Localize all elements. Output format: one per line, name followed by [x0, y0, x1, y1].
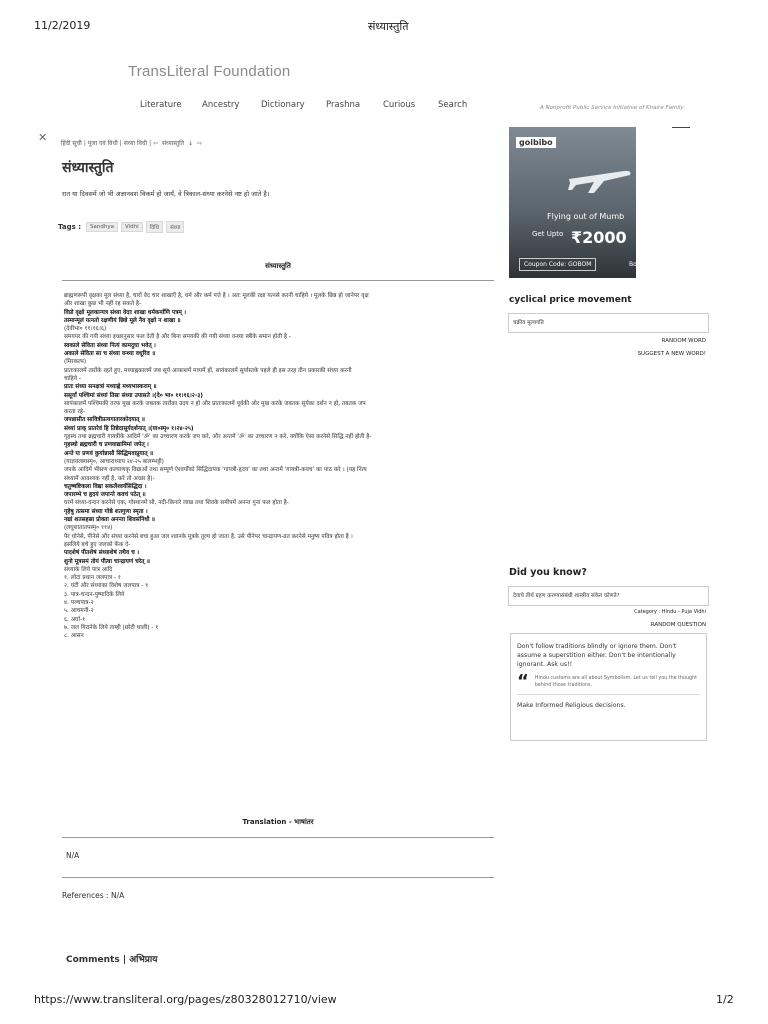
body-line: २. घंटी और संध्याका विशेष जलपात्र - १: [64, 583, 149, 590]
body-line: पैर धोनेसे, पीनेसे और संध्या करनेसे बचा हुआ जल श्वानके मूत्रके तुल्य हो जाता है, उसे पीनेपर चान्द्रायण-व्रत करनेसे मनुष्य पवित्र होता है ।: [64, 533, 353, 540]
body-line: गृहस्थ तथा ब्रह्मचारी गायत्रीके आदिमें 'ॐ' का उच्चारण करके जप करे, और अन्तमें 'ॐ' का उच्चारण न करे, क्योंकि ऐसा करनेसे सिद्धि नहीं होती है-: [64, 434, 372, 441]
ad-headline: Flying out of Mumb: [547, 212, 625, 221]
divider: [672, 127, 690, 128]
body-line: ८. आसन: [64, 633, 84, 640]
sanskrit-verse: शुनो मूत्रसमं तोयं पीत्वा चान्द्रायणं चरेत् ॥: [64, 558, 150, 565]
sanskrit-verse: नद्यां शतसहस्रा प्रोक्ता अनन्ता शिवसंनिधौ ॥: [64, 517, 155, 524]
sanskrit-verse: अन्ते यः प्रणवं कुर्यान्नासौ सिद्धिमवाप्नुयात् ॥: [64, 450, 154, 457]
site-tagline: A Nonprofit Public Service Initiative of Khaire Family.: [540, 105, 685, 111]
body-line: ६. अर्घा-१: [64, 616, 86, 623]
body-line: और शाखा कुछ भी नहीं रह सकते है-: [64, 301, 142, 308]
word-meaning: चक्रीय मूल्यगति: [508, 313, 709, 333]
page-description: रात या दिवसमें जो भी अज्ञानवश विकर्म हो जायँ, वे त्रिकाल-संध्या करनेसे नष्ट हो जाते है।: [62, 190, 270, 198]
divider: [62, 280, 494, 281]
body-line: ५. आचमनी-२: [64, 608, 94, 615]
breadcrumb-item[interactable]: संध्या विधी: [123, 140, 148, 147]
divider: [62, 837, 494, 838]
site-logo[interactable]: TransLiteral Foundation: [128, 63, 291, 80]
body-line: जपके आदिमें भीसण कल्याणकृ विद्याओं तथा सम्पूर्ण ऐश्वर्योंको सिद्धिदायक 'गायत्री-हृदय' का तथा अन्तमें 'गायत्री-कवच' का पाठ करे । (यह नित्य: [64, 467, 367, 474]
word-of-day-title[interactable]: cyclical price movement: [509, 295, 632, 305]
tip-quote: Hindu customs are all about Symbolism. Let us tell you the thought behind those traditions.: [534, 676, 697, 688]
next-arrow-icon[interactable]: ⇨: [196, 140, 202, 147]
sanskrit-verse: तस्मान्मूलं यत्नतो रक्षणीयं छिन्ने मूले नैव वृक्षो न शाखा ॥: [64, 317, 181, 324]
did-you-know-title: Did you know?: [509, 567, 587, 578]
sanskrit-verse: स्वकाले सेविता संध्या नित्यं कामदुघा भवेत् ।: [64, 342, 156, 349]
random-word-link[interactable]: RANDOM WORD: [661, 338, 706, 344]
print-title: संध्यास्तुति: [368, 20, 409, 33]
tip-footer: Make Informed Religious decisions.: [517, 702, 626, 709]
body-line: प्रातःकालमें तारोंके रहते हुए, मध्याह्नकालमें जब सूर्य आकाशमें मध्यमें हों, सायंकालमें सूर्यास्तके पहले ही इस तरह तीन प्रकारकी संध्या करनी: [64, 367, 352, 374]
sanskrit-verse: पादशेषं पीतशेषं संध्याशेषं तथैव च ।: [64, 550, 140, 557]
random-question-link[interactable]: RANDOM QUESTION: [650, 622, 706, 628]
question-category: Category : Hindu - Puja Vidhi: [634, 609, 706, 615]
body-line: ३. पात्र-चन्दन-पुष्पादिके लिये: [64, 591, 125, 598]
nav-search[interactable]: Search: [438, 100, 468, 110]
body-line: करता रहे-: [64, 409, 86, 416]
nav-dictionary[interactable]: Dictionary: [261, 100, 305, 110]
ad-upto: Get Upto: [532, 230, 564, 238]
tip-text: Don't follow traditions blindly or ignore them. Don't assume a superstition either. Don't be intentionally ignorant. Ask us!!: [517, 643, 677, 668]
sanskrit-verse: गृहेषु तत्समा संध्या गोष्ठे शतगुणा स्मृता ।: [64, 508, 148, 515]
breadcrumb: हिंदी सूची | पूजा एवं विधी | संध्या विधी | ⇦ संध्यास्तुति ↓ ⇨: [61, 140, 202, 147]
advertisement[interactable]: [509, 127, 636, 278]
suggest-word-link[interactable]: SUGGEST A NEW WORD!: [637, 351, 706, 357]
dropdown-arrow-icon[interactable]: ↓: [188, 140, 194, 147]
prev-arrow-icon[interactable]: ⇦: [153, 140, 159, 147]
print-date: 11/2/2019: [34, 19, 91, 32]
tag[interactable]: विधि: [146, 221, 163, 233]
ad-cta[interactable]: Bo: [629, 261, 637, 268]
breadcrumb-item[interactable]: पूजा एवं विधी: [87, 140, 118, 147]
sanskrit-verse: जपन्नासीत सावित्रीप्रत्यगातारकोदयात् ॥: [64, 417, 145, 424]
tag[interactable]: Vidhi: [121, 222, 143, 232]
sanskrit-verse: चतुष्षष्टिकला विद्या सकलैश्वर्यसिद्धिदा ।: [64, 483, 147, 490]
body-line: ब्राह्मणरूपी वृक्षका मूल संध्या है, चारों वेद चार शाखाएँ है, धर्म और कर्म पत्ते है । अतः मूलकी रक्षा यत्नसे करनी चाहिये । मूलके छिन्न हो जानेपर वृक्ष: [64, 293, 369, 299]
sanskrit-verse: जपारम्भे च हृदयं जपान्ते कवचं पठेत् ॥: [64, 492, 146, 499]
article-body: [64, 292, 496, 640]
translation-value: N/A: [66, 851, 80, 860]
tag[interactable]: Sandhya: [86, 222, 118, 232]
sanskrit-verse: गृहस्थो ब्रह्मचारी च प्रणवाद्यामिमां जपेत् ।: [64, 442, 149, 449]
print-page-number: 1/2: [716, 993, 734, 1006]
sanskrit-verse: विप्रो वृक्षो मूलकान्यत्र संध्या वेदाः शाखा धर्मकर्माणि पत्रम् ।: [64, 309, 187, 316]
body-line: (मिरकल्प): [64, 359, 87, 366]
body-line: घरमें संध्या-वन्दन करनेसे एक, गोस्थानमें सौ, नदी-किनारे लाख तथा शिवके समीपमें अनन्त गुना फल होता है-: [64, 500, 289, 507]
tip-box: [510, 633, 707, 741]
body-line: ४. पञ्चपात्र-२: [64, 599, 94, 606]
translation-title: Translation - भाषांतर: [242, 818, 314, 826]
breadcrumb-current: संध्यास्तुति: [162, 140, 185, 147]
body-line: सायंकालमें पश्चिमकी तरफ मुख करके जबतक तारोंका उदय न हो और प्रातःकालमें पूर्वकी ओर मुख करके जबतक सूर्यका दर्शन न हो, तबतक जप: [64, 400, 366, 407]
body-line: (याज्ञवल्क्यस्मृ०, आचाराध्याय २४-२५ बालम्भट्टी): [64, 458, 164, 465]
body-line: (देवीभा० ११।१६।६): [64, 326, 107, 333]
close-icon[interactable]: ✕: [38, 131, 48, 144]
nav-curious[interactable]: Curious: [383, 100, 416, 110]
sanskrit-verse: संध्यां प्राक् प्रातरेवं हि तिष्ठेदासूर्यदर्शनात् ।(या०स्मृ० १।२४-२५): [64, 425, 194, 432]
tag-list: [58, 221, 184, 233]
comments-heading: Comments | अभिप्राय: [66, 955, 158, 965]
nav-ancestry[interactable]: Ancestry: [202, 100, 240, 110]
divider: [62, 877, 494, 878]
section-title: संध्यास्तुति: [265, 262, 291, 270]
ad-amount: ₹2000: [571, 228, 627, 247]
ad-coupon: Coupon Code: GOBOM: [519, 258, 596, 271]
tags-label: Tags :: [58, 223, 82, 231]
nav-prashna[interactable]: Prashna: [326, 100, 361, 110]
body-line: चाहिये -: [64, 375, 82, 382]
breadcrumb-item[interactable]: हिंदी सूची: [61, 140, 82, 147]
references: References : N/A: [62, 891, 125, 900]
airplane-icon: [564, 157, 634, 197]
sanskrit-verse: प्रातः संध्या सनक्षत्रां मध्याह्ने मध्यभास्कराम् ॥: [64, 384, 157, 391]
body-line: इसलिये बचे हुए जलको फेंक दे-: [64, 541, 131, 548]
nav-literature[interactable]: Literature: [140, 100, 182, 110]
body-line: संध्यामें आवश्यक नहीं है, करे तो अच्छा है)-: [64, 475, 155, 482]
ad-logo: goibibo: [516, 137, 556, 148]
body-line: १. लोटा प्रधान जलपात्र - १: [64, 575, 121, 582]
body-line: (लघुशातातपस्मृ० ११४): [64, 525, 113, 532]
body-line: ७. जल गिरानेके लिये ताम्ही (छोटी थाली) - १: [64, 624, 159, 631]
quote-icon: “: [517, 671, 529, 692]
body-line: समयपर की गयी संध्या इच्छानुसार फल देती है और बिना समयकी की गयी संध्या वन्ध्या स्त्रीके समान होती है -: [64, 334, 291, 341]
sanskrit-verse: ससूर्यां पश्चिमां संध्यां तिस्रः संध्या उपासते ।(दे० भा० ११।१६।२-३): [64, 392, 203, 399]
body-line: संध्याके लिये पात्र आदि: [64, 566, 113, 573]
print-url[interactable]: https://www.transliteral.org/pages/z80328012710/view: [34, 993, 337, 1006]
tag[interactable]: संध्या: [166, 221, 184, 233]
page-title: संध्यास्तुति: [62, 160, 114, 176]
sanskrit-verse: अकाले सेविता सा च संध्या वन्ध्या वधूरिव ॥: [64, 351, 156, 358]
did-you-know-question[interactable]: देवाचे तीर्थ ग्रहण करण्यासंबंधी शास्त्रीय संकेत कोणते?: [508, 586, 709, 606]
